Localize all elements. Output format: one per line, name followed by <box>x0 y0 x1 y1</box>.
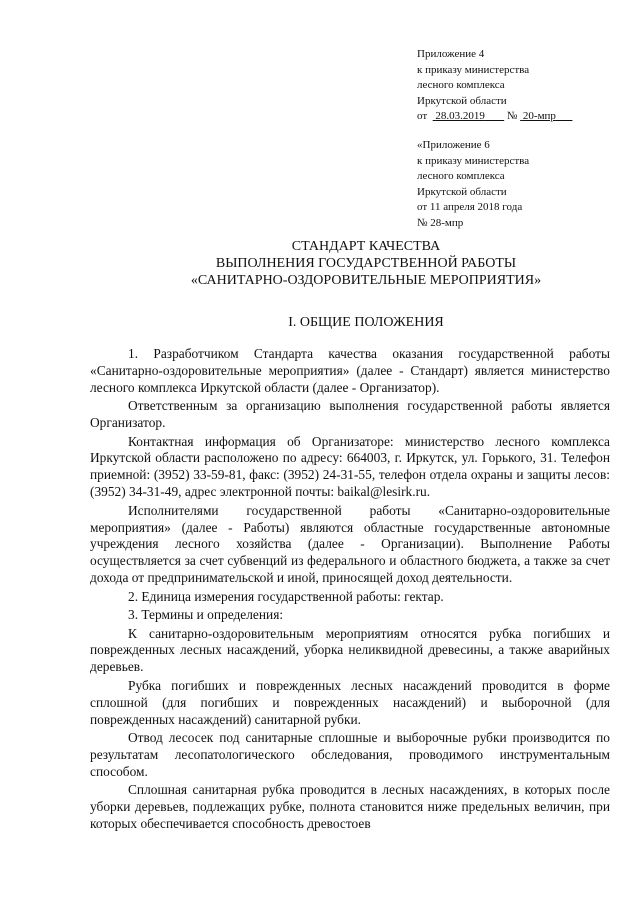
document-title-line-1: СТАНДАРТ КАЧЕСТВА <box>291 239 441 254</box>
paragraph: Контактная информация об Организаторе: министерство лесного комплекса Иркутской области расположено по адресу: 664003, г. Иркутск, ул. Горького, 31. Телефон приемной: (3952) 33-59-81, факс: (3952) 24-31-55, телефон отдела охраны и защиты лесов: (3952) 34-31-49, адрес электронной почты: baikal@lesirk.ru. <box>90 433 610 500</box>
appendix-4-line-2: к приказу министерства <box>417 63 530 76</box>
appendix-4-number-label: № <box>506 110 518 122</box>
paragraph: 1. Разработчиком Стандарта качества оказания государственной работы «Санитарно-оздоровительные мероприятия» (далее - Стандарт) является министерство лесного комплекса Иркутской области (далее - Организатор). <box>90 346 610 395</box>
paragraph: Рубка погибших и поврежденных лесных насаждений проводится в форме сплошной (для погибших и поврежденных насаждений) и выборочной (для поврежденных насаждений) санитарной рубки. <box>90 677 610 727</box>
appendix-6-line-3: лесного комплекса <box>417 170 505 182</box>
appendix-4-header <box>417 47 572 125</box>
appendix-6-line-5: от 11 апреля 2018 года <box>417 201 523 213</box>
appendix-4-line-4: Иркутской области <box>417 94 507 107</box>
appendix-4-number: 20-мпр <box>522 110 556 122</box>
paragraph: Отвод лесосек под санитарные сплошные и выборочные рубки производится по результатам лесопатологического обследования, проводимого инструментальным способом. <box>90 729 610 779</box>
paragraph: 2. Единица измерения государственной работы: гектар. <box>128 588 444 604</box>
paragraph: Ответственным за организацию выполнения государственной работы является Организатор. <box>90 398 610 431</box>
paragraph: 3. Термины и определения: <box>128 607 284 623</box>
appendix-6-line-4: Иркутской области <box>417 185 507 198</box>
document-title-line-2: ВЫПОЛНЕНИЯ ГОСУДАРСТВЕННОЙ РАБОТЫ <box>215 256 517 271</box>
section-body <box>90 346 610 834</box>
appendix-6-header <box>417 138 529 231</box>
section-title: I. ОБЩИЕ ПОЛОЖЕНИЯ <box>288 315 444 330</box>
appendix-4-line-1: Приложение 4 <box>417 48 485 60</box>
paragraph: К санитарно-оздоровительным мероприятиям относятся рубка погибших и поврежденных лесных насаждений, уборка неликвидной древесины, а также аварийных деревьев. <box>90 625 610 675</box>
document-title <box>90 238 639 289</box>
paragraph: Исполнителями государственной работы «Санитарно-оздоровительные мероприятия» (далее - Работы) являются областные государственные автономные учреждения лесного хозяйства (далее - Организации). Выполнение Работы осуществляется за счет субвенций из федерального и областного бюджета, а также за счет дохода от предпринимательской и иной, приносящей доход деятельности. <box>90 502 610 586</box>
paragraph: Сплошная санитарная рубка проводится в лесных насаждениях, в которых после уборки деревьев, подлежащих рубке, полнота становится ниже предельных величин, при которых обеспечивается способность древостоев <box>90 782 610 831</box>
appendix-6-line-6: № 28-мпр <box>417 216 464 229</box>
appendix-4-date-line <box>417 109 572 125</box>
appendix-6-line-2: к приказу министерства <box>417 154 530 167</box>
appendix-4-date-prefix: от <box>417 110 428 122</box>
appendix-4-date: 28.03.2019 <box>435 110 485 122</box>
appendix-6-line-1: «Приложение 6 <box>417 139 490 151</box>
appendix-4-line-3: лесного комплекса <box>417 79 505 91</box>
document-title-line-3: «САНИТАРНО-ОЗДОРОВИТЕЛЬНЫЕ МЕРОПРИЯТИЯ» <box>190 273 542 288</box>
